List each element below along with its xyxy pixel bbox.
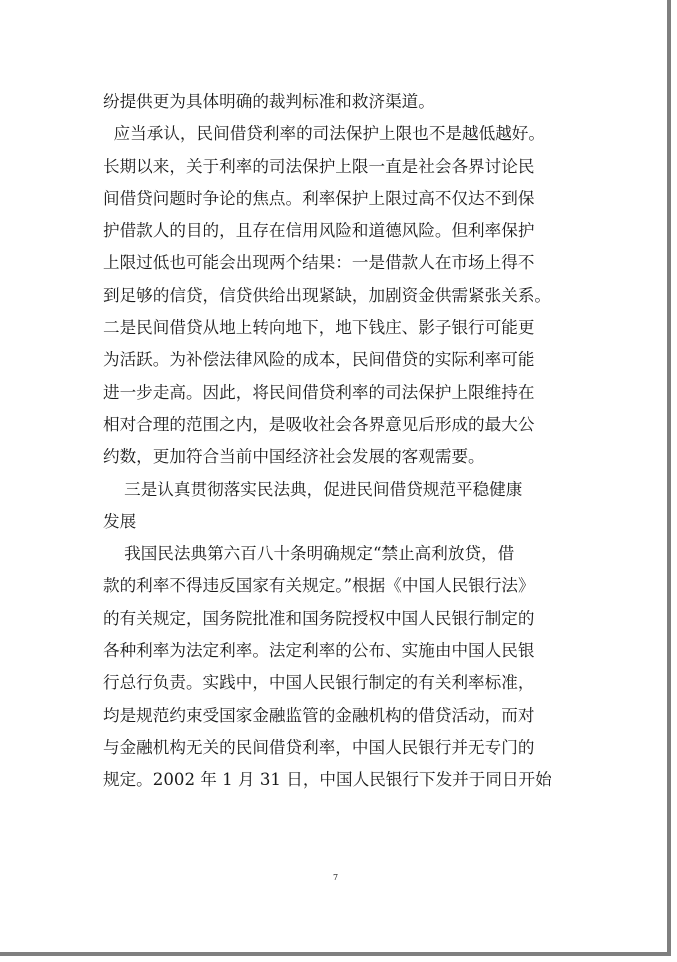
text-line: 纷提供更为具体明确的裁判标准和救济渠道。 xyxy=(103,92,435,111)
text-line: 长期以来，关于利率的司法保护上限一直是社会各界讨论民 xyxy=(103,156,535,176)
text-line: 护借款人的目的，且存在信用风险和道德风险。但利率保护 xyxy=(103,221,535,241)
text-line: 均是规范约束受国家金融监管的金融机构的借贷活动，而对 xyxy=(103,705,535,725)
text-line: 为活跃。为补偿法律风险的成本，民间借贷的实际利率可能 xyxy=(103,350,535,370)
text-line: 约数，更加符合当前中国经济社会发展的客观需要。 xyxy=(103,447,485,467)
text-line: 到足够的信贷，信贷供给出现紧缺，加剧资金供需紧张关系。 xyxy=(103,285,552,305)
text-line: 上限过低也可能会出现两个结果：一是借款人在市场上得不 xyxy=(103,253,535,273)
text-line: 相对合理的范围之内，是吸收社会各界意见后形成的最大公 xyxy=(103,414,535,434)
text-line: 二是民间借贷从地上转向地下，地下钱庄、影子银行可能更 xyxy=(103,318,535,338)
text-line: 间借贷问题时争论的焦点。利率保护上限过高不仅达不到保 xyxy=(103,188,535,208)
section-heading-line: 三是认真贯彻落实民法典，促进民间借贷规范平稳健康 xyxy=(103,479,523,499)
text-line: 进一步走高。因此，将民间借贷利率的司法保护上限维持在 xyxy=(103,382,535,402)
page-number: 7 xyxy=(332,873,339,882)
document-body xyxy=(103,86,577,797)
text-line: 应当承认，民间借贷利率的司法保护上限也不是越低越好。 xyxy=(103,124,545,144)
text-line: 我国民法典第六百八十条明确规定“禁止高利放贷，借 xyxy=(103,544,515,564)
text-line: 规定。2002 年 1 月 31 日，中国人民银行下发并于同日开始 xyxy=(103,770,552,790)
text-line: 与金融机构无关的民间借贷利率，中国人民银行并无专门的 xyxy=(103,737,535,757)
text-line: 行总行负责。实践中，中国人民银行制定的有关利率标准， xyxy=(103,673,535,693)
section-heading-line: 发展 xyxy=(103,511,137,531)
text-line: 款的利率不得违反国家有关规定。”根据《中国人民银行法》 xyxy=(103,576,535,596)
text-line: 各种利率为法定利率。法定利率的公布、实施由中国人民银 xyxy=(103,641,535,661)
text-line: 的有关规定，国务院批准和国务院授权中国人民银行制定的 xyxy=(103,608,535,628)
